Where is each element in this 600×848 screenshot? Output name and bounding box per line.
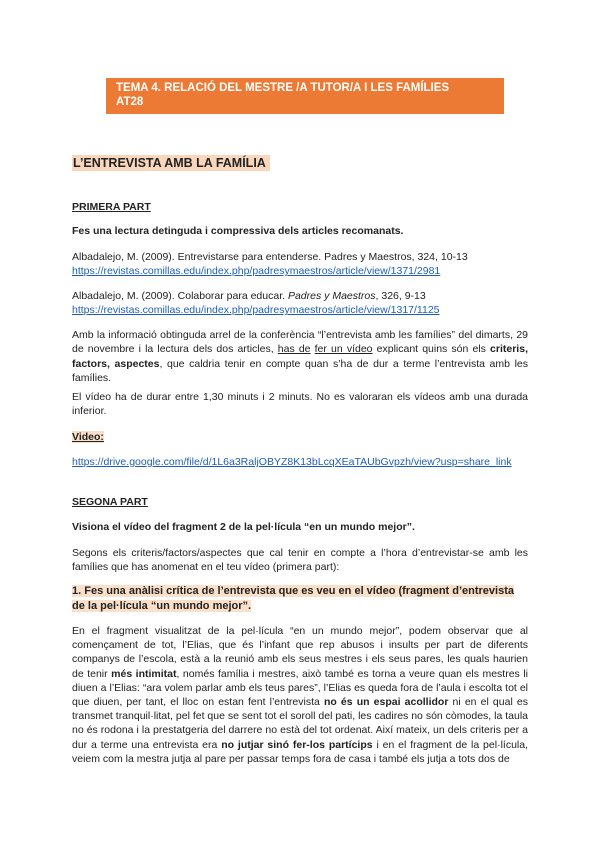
- answer-bold-2: no és un espai acollidor: [323, 696, 449, 709]
- task-underline-2: fer un vídeo: [314, 343, 373, 356]
- answer-text-1: En el fragment visualitzat de la pel·lícula “en un mundo mejor”, podem observar que al començament de tot, l’Elias, que és l’infant que rep abusos i insults per part de diferents companys de l’escola, està a la reunió amb els seus mestres i els seus pares, les quals haurien de tenir: [72, 625, 528, 680]
- answer-text-3: ni en el qual es transmet tranquil·litat, pel fet que se sent tot el soroll del pati, les cadires no són còmodes, la taula no és rodona i la prestatgeria del darrere no està del tot ordenat. Així mateix, un dels criteris per a dur a terme una entrevista era: [72, 696, 528, 751]
- section-heading: L’ENTREVISTA AMB LA FAMÍLIA: [72, 155, 270, 171]
- task-paragraph: [72, 328, 528, 386]
- part2-instruction: Visiona el vídeo del fragment 2 de la pel·lícula “en un mundo mejor”.: [72, 521, 415, 533]
- part2-title: SEGONA PART: [72, 496, 148, 508]
- reference-2-journal: Padres y Maestros: [287, 290, 376, 302]
- part1-instruction: Fes una lectura detinguda i compressiva dels articles recomanats.: [72, 225, 404, 237]
- reference-2-text: Albadalejo, M. (2009). Colaborar para educar.: [72, 290, 288, 302]
- video-link-block: [72, 455, 528, 469]
- question-1: [72, 584, 528, 613]
- reference-2-pages: , 326, 9-13: [375, 290, 426, 302]
- answer-paragraph: [72, 624, 528, 766]
- duration-paragraph: El vídeo ha de durar entre 1,30 minuts i 2 minuts. No es valoraran els vídeos amb una durada inferior.: [72, 391, 528, 418]
- task-bold: criteris, factors, aspectes: [72, 343, 528, 370]
- answer-bold-1: més intimitat: [111, 667, 177, 680]
- answer-bold-3: no jutjar sinó fer-los partícips: [221, 738, 373, 751]
- video-label-text: Video:: [72, 431, 104, 443]
- reference-1: [72, 250, 528, 279]
- banner-title: TEMA 4. RELACIÓ DEL MESTRE /A TUTOR/A I LES FAMÍLIES: [116, 82, 450, 94]
- reference-2-link[interactable]: https://revistas.comillas.edu/index.php/padresymaestros/article/view/1317/1125: [72, 304, 440, 317]
- reference-2: [72, 289, 528, 318]
- task-underline-1: has de: [277, 343, 311, 356]
- answer-text-2: , només família i mestres, això també es torna a veure quan els mestres li diuen a l’Elias: “ara volem parlar amb els teus pares”, l’Elias es queda fora de l’aula i escolta tot el que diuen, per tant, el lloc on estan fent l’entrevista: [72, 667, 528, 709]
- answer-text-4: i en el fragment de la pel·lícula, veiem com la mestra jutja al pare per passar temps fora de casa i també els jutja a tots dos de: [72, 738, 528, 765]
- video-label: [72, 430, 528, 444]
- task-text-2: explicant quins són els: [372, 343, 491, 356]
- task-text-3: , que caldria tenir en compte quan s’ha de dur a terme l’entrevista amb les famílies.: [72, 357, 529, 385]
- reference-1-text: Albadalejo, M. (2009). Entrevistarse para entenderse. Padres y Maestros, 324, 10-13: [72, 251, 468, 263]
- banner-code: AT28: [116, 96, 144, 108]
- reference-1-link[interactable]: https://revistas.comillas.edu/index.php/padresymaestros/article/view/1371/2981: [72, 265, 441, 278]
- part1-title: PRIMERA PART: [72, 201, 151, 213]
- question-1-text: 1. Fes una anàlisi crítica de l’entrevista que es veu en el vídeo (fragment d’entrevista de la pel·lícula “un mundo mejor”.: [72, 585, 514, 612]
- part2-intro: Segons els criteris/factors/aspectes que cal tenir en compte a l’hora d’entrevistar-se amb les famílies que has anomenat en el teu vídeo (primera part):: [72, 547, 528, 574]
- task-text-1: Amb la informació obtinguda arrel de la conferència “l’entrevista amb les famílies” del dimarts, 29 de novembre i la lectura dels dos articles,: [72, 329, 528, 356]
- video-link[interactable]: https://drive.google.com/file/d/1L6a3RaljOBYZ8K13bLcqXEaTAUbGvpzh/view?usp=share_link: [72, 456, 512, 468]
- topic-banner: [106, 78, 504, 114]
